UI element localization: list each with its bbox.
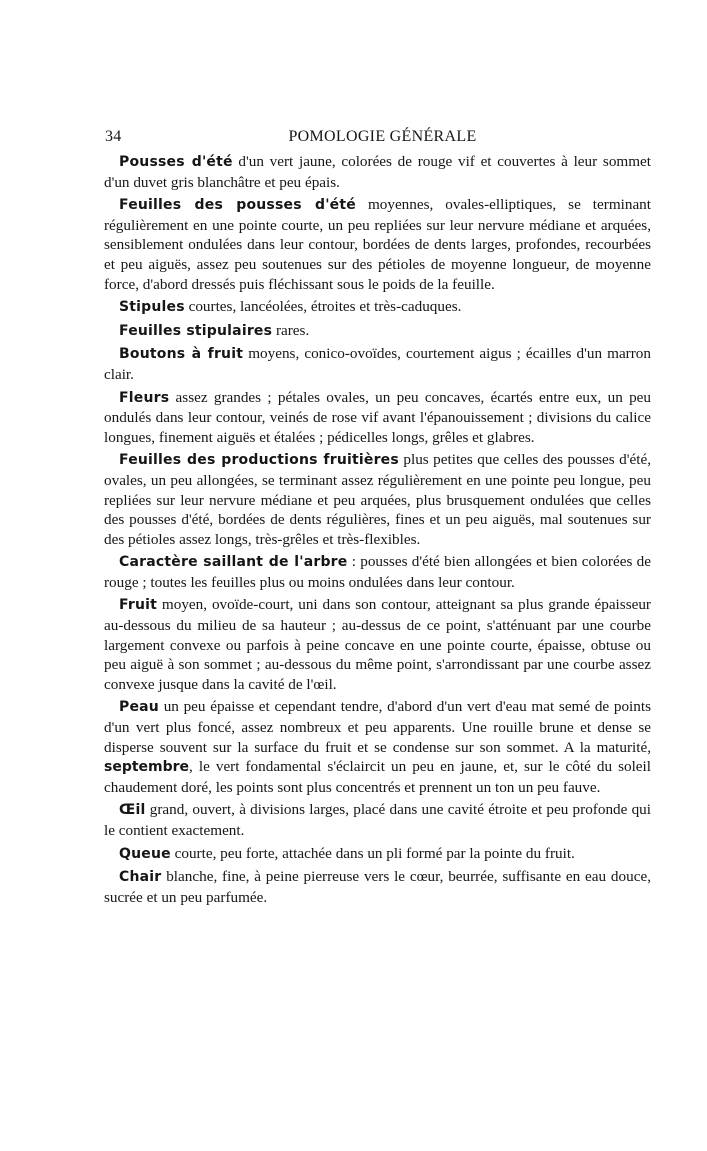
paragraph-queue xyxy=(104,844,651,865)
term-heading: Peau xyxy=(119,699,159,716)
term-heading: Fruit xyxy=(119,597,158,614)
term-heading: Fleurs xyxy=(119,389,170,406)
running-head xyxy=(104,128,651,152)
paragraph-pousses-ete xyxy=(104,152,651,192)
term-heading: Queue xyxy=(119,845,171,862)
paragraph-oeil xyxy=(104,800,651,840)
paragraph-stipules xyxy=(104,297,651,318)
paragraph-peau xyxy=(104,697,651,797)
body-text xyxy=(104,152,651,907)
running-title: POMOLOGIE GÉNÉRALE xyxy=(288,128,477,145)
paragraph-text: moyens, conico-ovoïdes, courtement aigus ; écailles d'un marron clair. xyxy=(104,345,651,383)
book-page xyxy=(104,128,651,910)
term-heading: Feuilles des pousses d'été xyxy=(119,197,356,214)
paragraph-caractere-arbre xyxy=(104,552,651,592)
paragraph-feuilles-stipulaires xyxy=(104,321,651,342)
inline-term-maturity-month: septembre xyxy=(104,759,190,776)
term-heading: Caractère saillant de l'arbre xyxy=(119,554,348,571)
paragraph-text: moyen, ovoïde-court, uni dans son contour, atteignant sa plus grande épaisseur au-dessous du milieu de sa hauteur ; au-dessus de ce point, s'atténuant par une courbe largement convexe ou parfois à peine concave en une pointe courte, épaisse, obtuse ou peu aiguë à son sommet ; au-dessous du même point, s'arrondissant par une courbe assez convexe jusque dans la cavité de l'œil. xyxy=(104,596,651,693)
term-heading: Feuilles des productions fruitières xyxy=(119,452,399,469)
term-heading: Stipules xyxy=(119,299,185,316)
paragraph-text: : pousses d'été bien allongées et bien colorées de rouge ; toutes les feuilles plus ou moins ondulées dans leur contour. xyxy=(104,553,651,591)
paragraph-text: moyennes, ovales-elliptiques, se terminant régulièrement en une pointe courte, un peu repliées sur leur nervure médiane et arquées, sensiblement ondulées dans leur contour, bordées de dents larges, profondes, recourbées et peu aiguës, assez peu soutenues sur des pétioles de moyenne longueur, de moyenne force, d'abord dressés puis fléchissant sous le poids de la feuille. xyxy=(104,196,651,293)
term-heading: Feuilles stipulaires xyxy=(119,322,273,339)
term-heading: Pousses d'été xyxy=(119,154,233,170)
paragraph-feuilles-productions xyxy=(104,450,651,549)
paragraph-text: rares. xyxy=(272,321,310,339)
paragraph-text: un peu épaisse et cependant tendre, d'abord d'un vert d'eau mat semé de points d'un vert plus foncé, assez nombreux et peu apparents. Une rouille brune et dense se disperse souvent sur la surface du fruit et se condense sur son sommet. A la maturité, xyxy=(104,698,651,756)
paragraph-chair xyxy=(104,867,651,907)
page-number: 34 xyxy=(105,128,122,145)
paragraph-feuilles-pousses xyxy=(104,195,651,294)
paragraph-text: d'un vert jaune, colorées de rouge vif et couvertes à leur sommet d'un duvet gris blanchâtre et peu épais. xyxy=(104,153,651,191)
term-heading: Œil xyxy=(119,802,146,819)
paragraph-text: plus petites que celles des pousses d'été, ovales, un peu allongées, se terminant assez régulièrement en une pointe peu longue, peu repliées sur leur nervure médiane et peu arquées, plus brusquement ondulées que celles des pousses d'été, bordées de dents régulières, fines et un peu aiguës, mal soutenues sur des pétioles assez longs, très-grêles et très-flexibles. xyxy=(104,451,651,548)
paragraph-text: courtes, lancéolées, étroites et très-caduques. xyxy=(184,298,462,316)
paragraph-boutons-fruit xyxy=(104,344,651,384)
term-heading: Chair xyxy=(119,869,162,886)
paragraph-text: grand, ouvert, à divisions larges, placé dans une cavité étroite et peu profonde qui le contient exactement. xyxy=(104,801,651,839)
paragraph-fleurs xyxy=(104,388,651,448)
paragraph-text: assez grandes ; pétales ovales, un peu concaves, écartés entre eux, un peu ondulés dans leur contour, veinés de rose vif avant l'épanouissement ; divisions du calice longues, finement aiguës et étalées ; pédicelles longs, grêles et glabres. xyxy=(104,388,651,446)
paragraph-fruit xyxy=(104,595,651,694)
term-heading: Boutons à fruit xyxy=(119,346,244,363)
paragraph-text: courte, peu forte, attachée dans un pli formé par la pointe du fruit. xyxy=(170,844,575,862)
paragraph-text-continued: , le vert fondamental s'éclaircit un peu en jaune, et, sur le côté du soleil chaudement doré, les points sont plus concentrés et prennent un ton un peu fauve. xyxy=(104,758,651,796)
paragraph-text: blanche, fine, à peine pierreuse vers le cœur, beurrée, suffisante en eau douce, sucrée et un peu parfumée. xyxy=(104,868,651,906)
